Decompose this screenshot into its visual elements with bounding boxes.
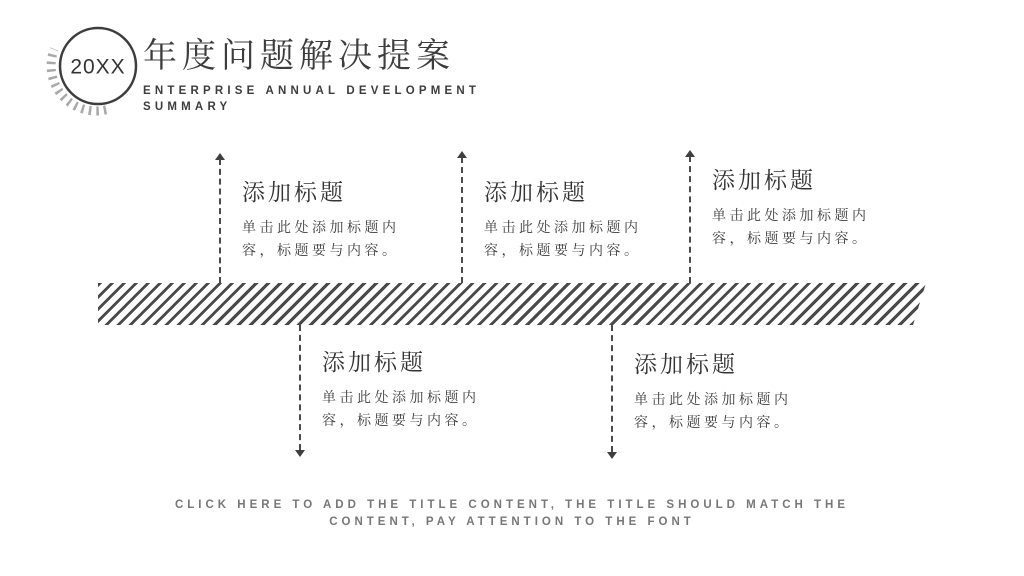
callout-body[interactable]: 单击此处添加标题内容，标题要与内容。 bbox=[322, 389, 480, 428]
slide-subtitle[interactable]: ENTERPRISE ANNUAL DEVELOPMENT SUMMARY bbox=[143, 85, 481, 113]
dashed-connector bbox=[219, 159, 221, 283]
callout-title[interactable]: 添加标题 bbox=[242, 179, 346, 205]
callout-title[interactable]: 添加标题 bbox=[322, 349, 426, 375]
timeline-bar bbox=[98, 283, 926, 325]
callout-text-block bbox=[634, 349, 834, 434]
slide-title[interactable]: 年度问题解决提案 bbox=[143, 37, 455, 75]
badge-year-text: 20XX bbox=[70, 55, 126, 79]
callout-title[interactable]: 添加标题 bbox=[484, 179, 588, 205]
callout-body[interactable]: 单击此处添加标题内容，标题要与内容。 bbox=[242, 219, 400, 258]
dashed-connector bbox=[611, 325, 613, 452]
callout-body[interactable]: 单击此处添加标题内容，标题要与内容。 bbox=[634, 391, 792, 430]
arrow-down-icon bbox=[295, 450, 305, 457]
callout-body[interactable]: 单击此处添加标题内容，标题要与内容。 bbox=[484, 219, 642, 258]
callout-text-block bbox=[242, 177, 442, 262]
dashed-connector bbox=[299, 325, 301, 450]
arrow-down-icon bbox=[607, 452, 617, 459]
dashed-connector bbox=[689, 156, 691, 283]
callout-title[interactable]: 添加标题 bbox=[712, 167, 816, 193]
footer-caption[interactable]: CLICK HERE TO ADD THE TITLE CONTENT, THE TITLE SHOULD MATCH THE CONTENT, PAY ATTENTION TO THE FONT bbox=[174, 499, 850, 528]
year-badge bbox=[38, 16, 158, 136]
callout-title[interactable]: 添加标题 bbox=[634, 351, 738, 377]
callout-text-block bbox=[322, 347, 522, 432]
callout-body[interactable]: 单击此处添加标题内容，标题要与内容。 bbox=[712, 207, 870, 246]
dashed-connector bbox=[461, 157, 463, 283]
callout-text-block bbox=[712, 165, 912, 250]
year-badge-graphic bbox=[38, 16, 158, 136]
callout-text-block bbox=[484, 177, 684, 262]
slide-header bbox=[143, 34, 488, 115]
